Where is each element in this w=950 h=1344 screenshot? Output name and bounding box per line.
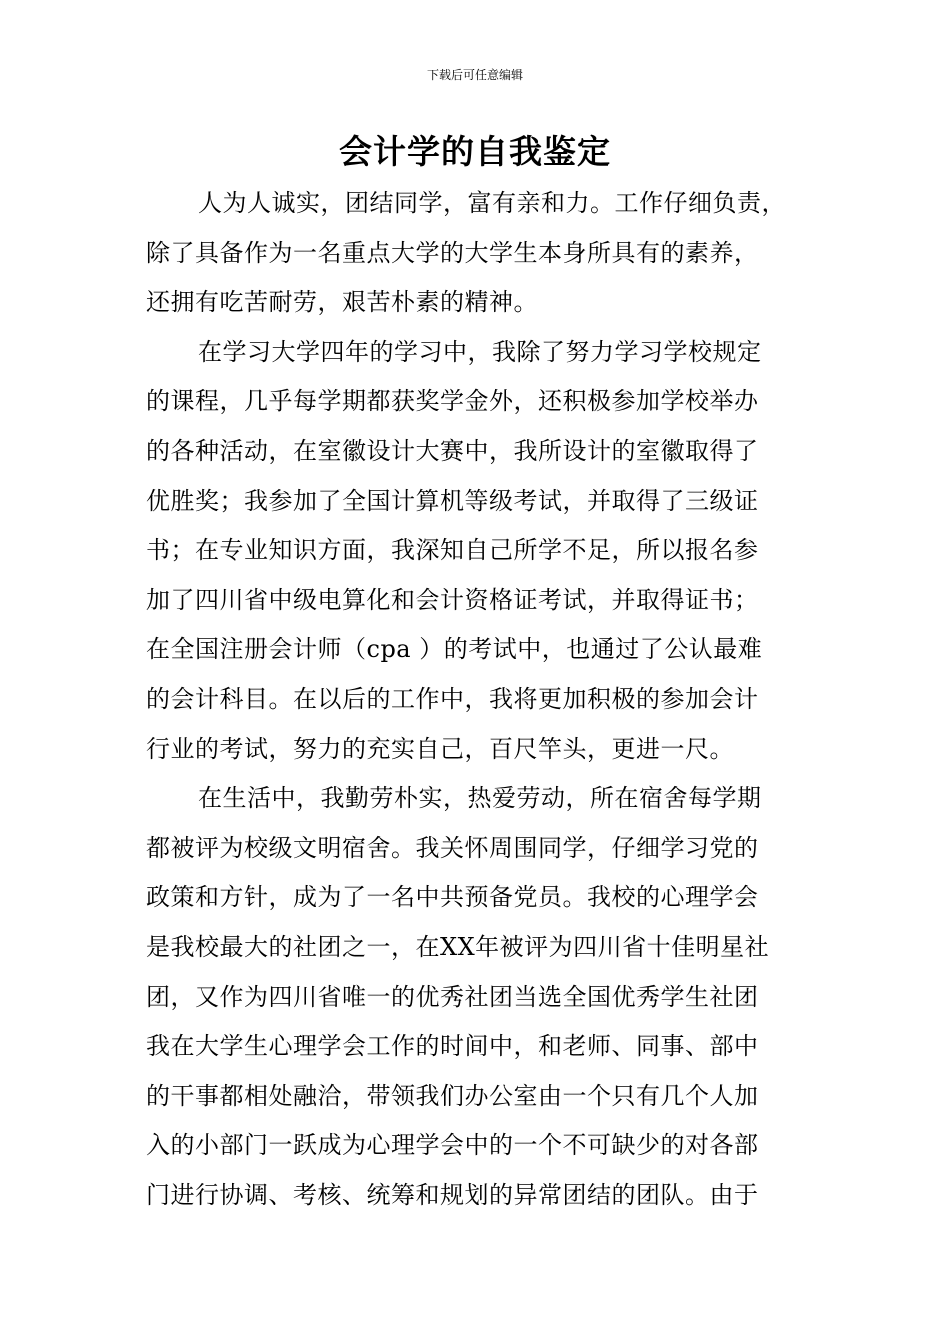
text-line: 除了具备作为一名重点大学的大学生本身所具有的素养， [146,238,759,267]
text-line: 入的小部门一跃成为心理学会中的一个不可缺少的对各部 [146,1131,759,1160]
text-line: 的各种活动，在室徽设计大赛中，我所设计的室徽取得了 [146,436,759,465]
text-line: 在生活中，我勤劳朴实，热爱劳动，所在宿舍每学期 [198,784,762,813]
document-body [146,179,822,1220]
text-line: 优胜奖；我参加了全国计算机等级考试，并取得了三级证 [146,486,759,515]
document-title: 会计学的自我鉴定 [339,132,611,171]
text-line: 人为人诚实，团结同学，富有亲和力。工作仔细负责， [198,189,786,217]
header-note: 下载后可任意编辑 [426,68,523,82]
text-line: 政策和方针，成为了一名中共预备党员。我校的心理学会 [146,883,759,912]
paragraph-2 [146,328,822,774]
text-line: 在全国注册会计师（cpa ）的考试中，也通过了公认最难 [146,635,763,664]
text-line: 团，又作为四川省唯一的优秀社团当选全国优秀学生社团 [146,982,759,1011]
text-line: 的课程，几乎每学期都获奖学金外，还积极参加学校举办 [146,387,759,416]
text-line: 行业的考试，努力的充实自己，百尺竿头，更进一尺。 [146,734,734,763]
paragraph-3 [146,774,822,1220]
text-line: 都被评为校级文明宿舍。我关怀周围同学，仔细学习党的 [146,833,759,862]
text-line: 在学习大学四年的学习中，我除了努力学习学校规定 [198,337,762,366]
text-line: 书；在专业知识方面，我深知自己所学不足，所以报名参 [146,536,759,565]
text-line: 的会计科目。在以后的工作中，我将更加积极的参加会计 [146,684,759,713]
text-line: 我在大学生心理学会工作的时间中，和老师、同事、部中 [146,1032,759,1061]
paragraph-1 [146,179,822,328]
text-line: 是我校最大的社团之一，在XX年被评为四川省十佳明星社 [146,932,770,961]
text-line: 加了四川省中级电算化和会计资格证考试，并取得证书； [146,585,759,614]
text-line: 还拥有吃苦耐劳，艰苦朴素的精神。 [146,288,538,317]
text-line: 门进行协调、考核、统筹和规划的异常团结的团队。由于 [146,1180,759,1209]
text-line: 的干事都相处融洽，带领我们办公室由一个只有几个人加 [146,1081,759,1110]
